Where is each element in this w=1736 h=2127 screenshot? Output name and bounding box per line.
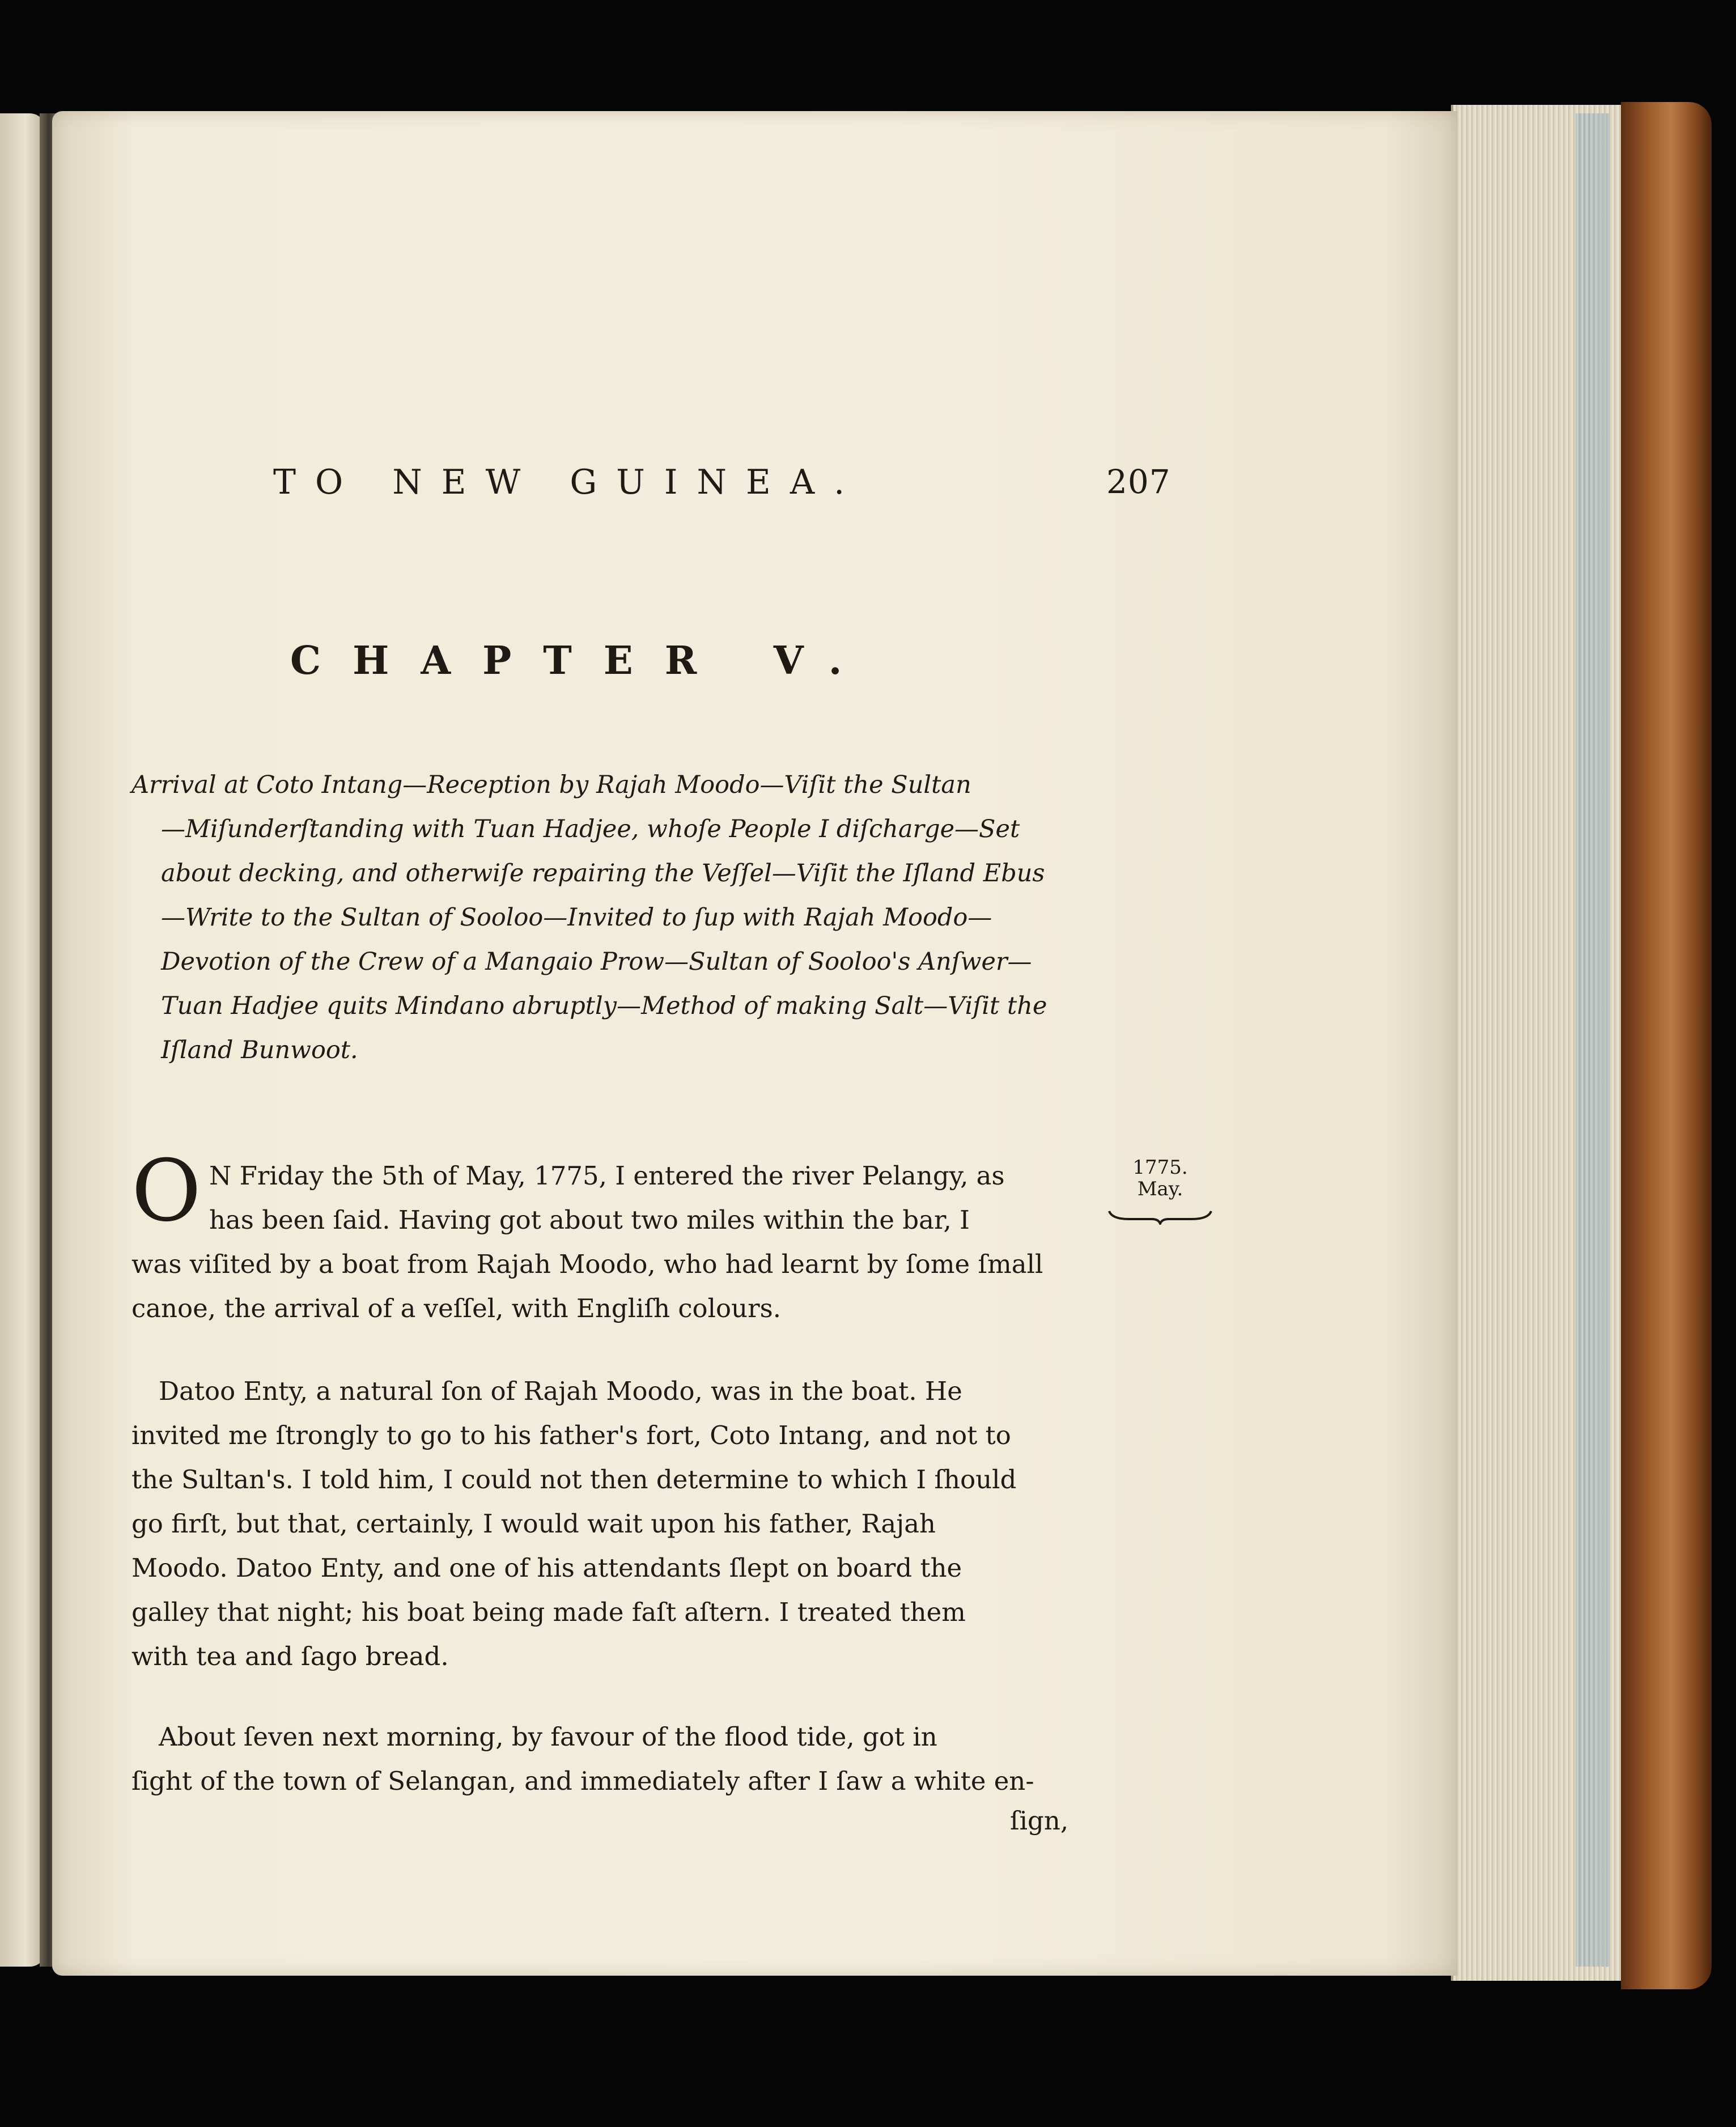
book-page bbox=[52, 111, 1458, 1976]
summary-line: —Write to the Sultan of Sooloo—Invited to ſup with Rajah Moodo— bbox=[161, 903, 992, 932]
text-line: has been ſaid. Having got about two miles within the bar, I bbox=[209, 1205, 970, 1235]
drop-cap: O bbox=[131, 1142, 201, 1241]
running-head: TO NEW GUINEA. bbox=[273, 462, 864, 502]
text-line: galley that night; his boat being made faſt aſtern. I treated them bbox=[131, 1597, 966, 1627]
paragraph-3 bbox=[131, 1715, 1095, 1803]
book-fore-edge-tint bbox=[1576, 113, 1610, 1967]
summary-line: Devotion of the Crew of a Mangaio Prow—Sultan of Sooloo's Anſwer— bbox=[161, 948, 1032, 976]
summary-line: Arrival at Coto Intang—Reception by Rajah Moodo—Viſit the Sultan bbox=[131, 771, 971, 799]
chapter-summary bbox=[131, 763, 1095, 1072]
text-line: About ſeven next morning, by favour of the flood tide, got in bbox=[159, 1722, 937, 1752]
text-line: invited me ſtrongly to go to his father's fort, Coto Intang, and not to bbox=[131, 1420, 1011, 1450]
margin-brace-icon bbox=[1106, 1208, 1214, 1225]
margin-note-date bbox=[1120, 1157, 1200, 1200]
text-line: the Sultan's. I told him, I could not then determine to which I ſhould bbox=[131, 1464, 1017, 1495]
chapter-title: CHAPTER V. bbox=[290, 638, 874, 683]
page-number: 207 bbox=[1106, 462, 1171, 501]
summary-line: Tuan Hadjee quits Mindano abruptly—Method of making Salt—Viſit the bbox=[161, 992, 1047, 1020]
book-cover-edge bbox=[1621, 102, 1712, 1989]
paragraph-2 bbox=[131, 1369, 1095, 1679]
margin-month: May. bbox=[1137, 1178, 1183, 1200]
margin-year: 1775. bbox=[1132, 1156, 1188, 1179]
text-line: ſight of the town of Selangan, and immediately after I ſaw a white en- bbox=[131, 1766, 1034, 1796]
summary-line: Iſland Bunwoot. bbox=[161, 1036, 358, 1064]
text-line: Datoo Enty, a natural ſon of Rajah Moodo, was in the boat. He bbox=[159, 1376, 962, 1406]
text-line: canoe, the arrival of a veſſel, with Engliſh colours. bbox=[131, 1293, 782, 1323]
summary-line: about decking, and otherwiſe repairing the Veſſel—Viſit the Iſland Ebus bbox=[161, 859, 1045, 888]
text-line: N Friday the 5th of May, 1775, I entered the river Pelangy, as bbox=[209, 1161, 1005, 1191]
summary-line: —Miſunderſtanding with Tuan Hadjee, whoſe People I diſcharge—Set bbox=[161, 815, 1020, 843]
text-line: Moodo. Datoo Enty, and one of his attendants ſlept on board the bbox=[131, 1553, 962, 1583]
paragraph-1 bbox=[131, 1142, 1095, 1331]
text-line: go firſt, but that, certainly, I would wait upon his father, Rajah bbox=[131, 1509, 936, 1539]
text-line: was viſited by a boat from Rajah Moodo, who had learnt by ſome ſmall bbox=[131, 1249, 1043, 1279]
catchword: ſign, bbox=[1010, 1806, 1069, 1836]
text-line: with tea and ſago bread. bbox=[131, 1641, 449, 1671]
